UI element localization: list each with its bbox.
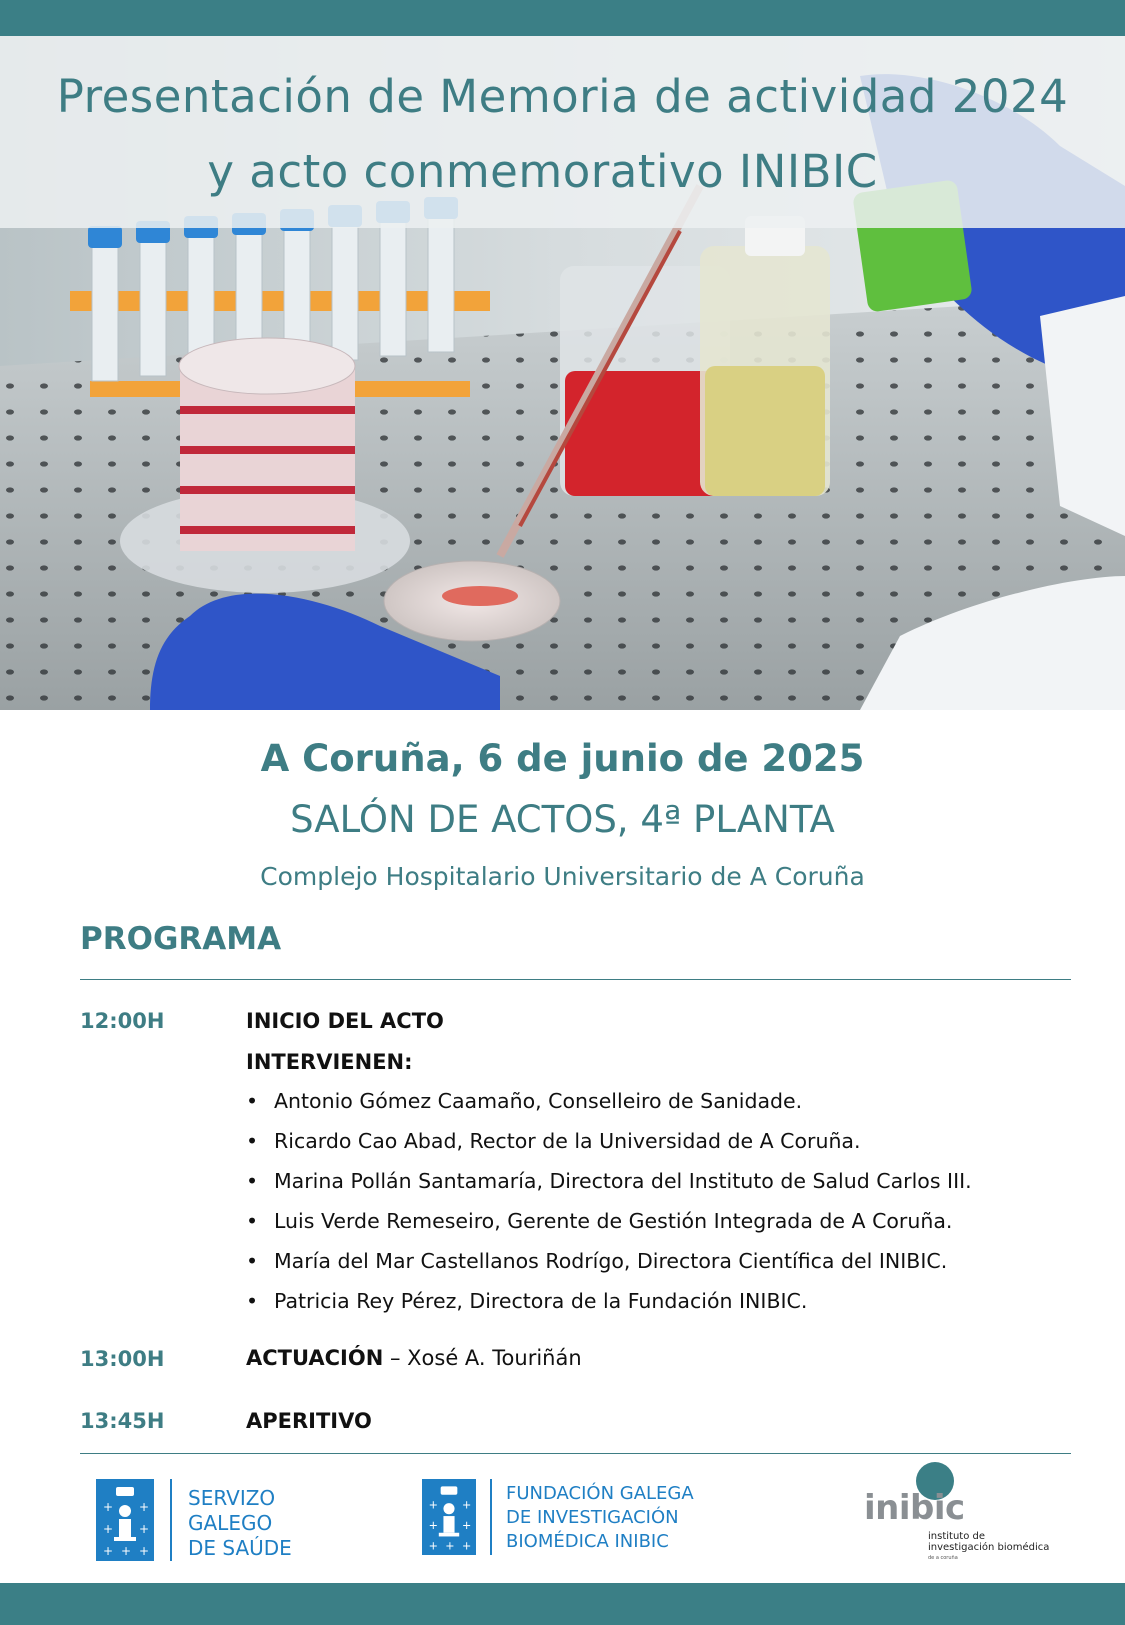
speaker-text: Ricardo Cao Abad, Rector de la Universidad de A Coruña. xyxy=(274,1129,861,1153)
svg-text:+: + xyxy=(139,1522,150,1536)
inibic-subtitle-line-3: de a coruña xyxy=(928,1555,958,1561)
list-item xyxy=(246,1129,972,1169)
bullet-icon: • xyxy=(246,1129,259,1153)
logo-sgs-text xyxy=(188,1486,292,1561)
program-label-2-title: ACTUACIÓN xyxy=(246,1346,384,1370)
title-band xyxy=(0,36,1125,228)
svg-text:+: + xyxy=(121,1544,132,1558)
logo-fgi-line-2: DE INVESTIGACIÓN xyxy=(506,1507,679,1528)
inibic-wordmark: inibic xyxy=(864,1488,965,1528)
speaker-text: Marina Pollán Santamaría, Directora del Instituto de Salud Carlos III. xyxy=(274,1169,972,1193)
bullet-icon: • xyxy=(246,1249,259,1273)
event-date: A Coruña, 6 de junio de 2025 xyxy=(260,737,865,780)
speaker-text: María del Mar Castellanos Rodrígo, Directora Científica del INIBIC. xyxy=(274,1249,948,1273)
list-item xyxy=(246,1249,972,1289)
svg-text:+: + xyxy=(103,1500,114,1514)
speaker-text: Antonio Gómez Caamaño, Conselleiro de Sanidade. xyxy=(274,1089,803,1113)
program-time-2: 13:00H xyxy=(80,1347,165,1371)
list-item xyxy=(246,1089,972,1129)
svg-text:+: + xyxy=(428,1539,438,1553)
page-title-line-1: Presentación de Memoria de actividad 2024 xyxy=(56,70,1069,123)
program-sublabel-1: INTERVIENEN: xyxy=(246,1050,413,1074)
speaker-list xyxy=(246,1089,972,1329)
inibic-subtitle-line-1: instituto de xyxy=(928,1531,986,1542)
galicia-shield-icon xyxy=(96,1479,154,1561)
svg-text:+: + xyxy=(461,1539,472,1553)
inibic-subtitle-line-2: investigación biomédica xyxy=(928,1542,1050,1553)
bullet-icon: • xyxy=(246,1209,259,1233)
logo-inibic xyxy=(864,1462,1064,1572)
svg-text:+: + xyxy=(139,1544,150,1558)
logo-fgi-line-3: BIOMÉDICA INIBIC xyxy=(506,1531,669,1552)
top-bar xyxy=(0,0,1125,36)
logo-divider xyxy=(490,1479,492,1555)
program-label-2 xyxy=(246,1346,582,1370)
logo-sgs-line-1: SERVIZO xyxy=(188,1486,276,1510)
svg-text:+: + xyxy=(428,1519,438,1533)
galicia-shield-icon xyxy=(422,1479,476,1555)
list-item xyxy=(246,1289,972,1329)
svg-text:+: + xyxy=(461,1498,472,1512)
svg-text:+: + xyxy=(445,1539,455,1553)
svg-text:+: + xyxy=(103,1544,114,1558)
logo-divider xyxy=(170,1479,172,1561)
bullet-icon: • xyxy=(246,1089,259,1113)
speaker-text: Patricia Rey Pérez, Directora de la Fundación INIBIC. xyxy=(274,1289,808,1313)
svg-text:+: + xyxy=(428,1498,438,1512)
logo-sgs-line-2: GALEGO xyxy=(188,1511,273,1535)
program-time-3: 13:45H xyxy=(80,1409,165,1433)
list-item xyxy=(246,1169,972,1209)
page-title-line-2: y acto conmemorativo INIBIC xyxy=(207,145,878,198)
bullet-icon: • xyxy=(246,1169,259,1193)
svg-text:+: + xyxy=(461,1519,472,1533)
logo-fundacion-galega xyxy=(422,1479,742,1563)
event-place: Complejo Hospitalario Universitario de A Coruña xyxy=(260,862,865,891)
svg-text:+: + xyxy=(103,1522,114,1536)
event-venue: SALÓN DE ACTOS, 4ª PLANTA xyxy=(290,798,835,841)
logo-sgs-line-3: DE SAÚDE xyxy=(188,1536,292,1560)
program-label-2-detail: – Xosé A. Touriñán xyxy=(383,1346,582,1370)
logo-servizo-galego-de-saude xyxy=(96,1479,336,1563)
speaker-text: Luis Verde Remeseiro, Gerente de Gestión Integrada de A Coruña. xyxy=(274,1209,953,1233)
inibic-subtitle xyxy=(928,1531,1049,1553)
program-title: PROGRAMA xyxy=(80,921,282,957)
logo-fgi-text xyxy=(506,1482,694,1554)
program-time-1: 12:00H xyxy=(80,1009,165,1033)
divider-bottom xyxy=(80,1453,1071,1454)
divider-top xyxy=(80,979,1071,980)
bullet-icon: • xyxy=(246,1289,259,1313)
list-item xyxy=(246,1209,972,1249)
logo-fgi-line-1: FUNDACIÓN GALEGA xyxy=(506,1483,694,1504)
program-label-1: INICIO DEL ACTO xyxy=(246,1009,444,1033)
program-label-3: APERITIVO xyxy=(246,1409,372,1433)
svg-text:+: + xyxy=(139,1500,150,1514)
bottom-bar xyxy=(0,1583,1125,1625)
